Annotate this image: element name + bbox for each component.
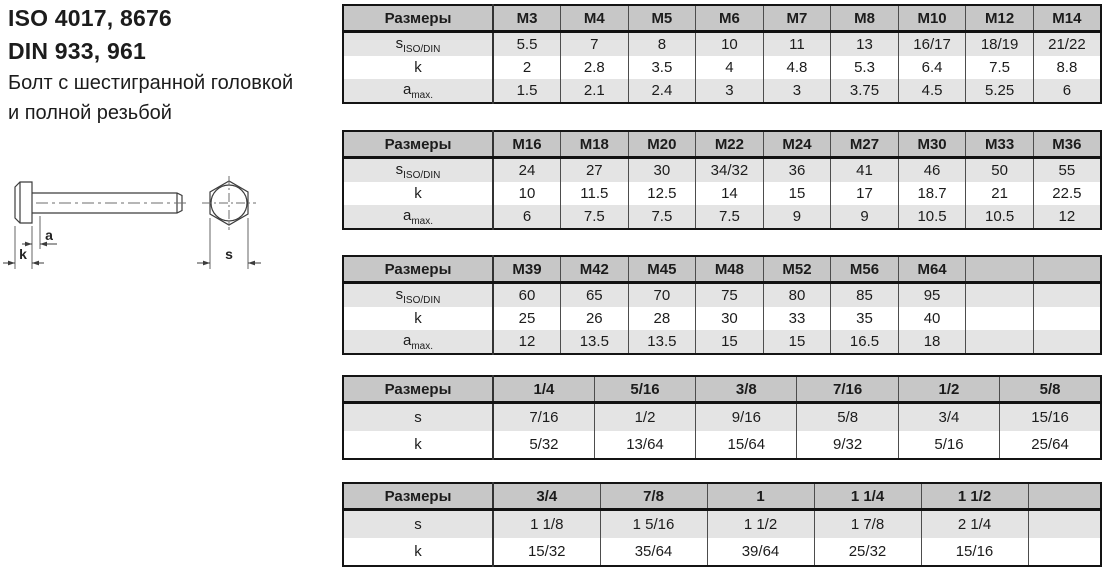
cell-value: 10: [696, 32, 764, 57]
cell-value: 3: [763, 79, 831, 103]
column-header: M27: [831, 131, 899, 158]
cell-value: 8: [628, 32, 696, 57]
column-header: 7/8: [600, 483, 707, 510]
cell-value: 11.5: [561, 182, 629, 205]
cell-value: 40: [898, 307, 966, 330]
cell-value: 12: [1033, 205, 1101, 229]
cell-value: 8.8: [1033, 56, 1101, 79]
row-label: $a_{max.}$: [343, 330, 493, 354]
column-header: [966, 256, 1034, 283]
cell-value: [1028, 538, 1101, 566]
column-header: 5/16: [594, 376, 695, 403]
cell-value: 25: [493, 307, 561, 330]
table-corner-label: Размеры: [343, 256, 493, 283]
column-header: M5: [628, 5, 696, 32]
table-corner-label: Размеры: [343, 483, 493, 510]
column-header: M39: [493, 256, 561, 283]
size-table-5: [342, 482, 1102, 567]
cell-value: 21: [966, 182, 1034, 205]
cell-value: 5/8: [797, 403, 898, 432]
cell-value: 2.1: [561, 79, 629, 103]
table-row: [343, 431, 1101, 459]
cell-value: 26: [561, 307, 629, 330]
column-header: 3/4: [493, 483, 600, 510]
row-label: k: [343, 182, 493, 205]
cell-value: 34/32: [696, 158, 764, 183]
cell-value: 2.8: [561, 56, 629, 79]
standards-block: [8, 2, 338, 128]
cell-value: 15: [763, 330, 831, 354]
cell-value: [966, 307, 1034, 330]
cell-value: 18.7: [898, 182, 966, 205]
cell-value: 5.3: [831, 56, 899, 79]
cell-value: 80: [763, 283, 831, 308]
table-row: [343, 510, 1101, 539]
row-label: k: [343, 538, 493, 566]
cell-value: 9/16: [696, 403, 797, 432]
column-header: M48: [696, 256, 764, 283]
cell-value: 1/2: [594, 403, 695, 432]
cell-value: 27: [561, 158, 629, 183]
column-header: 1: [707, 483, 814, 510]
cell-value: 4.8: [763, 56, 831, 79]
cell-value: 46: [898, 158, 966, 183]
cell-value: 3: [696, 79, 764, 103]
column-header: [1028, 483, 1101, 510]
cell-value: 21/22: [1033, 32, 1101, 57]
column-header: M6: [696, 5, 764, 32]
column-header: [1033, 256, 1101, 283]
cell-value: 28: [628, 307, 696, 330]
cell-value: 1.5: [493, 79, 561, 103]
cell-value: 17: [831, 182, 899, 205]
column-header: M24: [763, 131, 831, 158]
cell-value: [1033, 283, 1101, 308]
cell-value: 4: [696, 56, 764, 79]
description-line-2: и полной резьбой: [8, 102, 172, 124]
column-header: 1 1/2: [921, 483, 1028, 510]
cell-value: 10.5: [898, 205, 966, 229]
table-row: [343, 79, 1101, 103]
column-header: M45: [628, 256, 696, 283]
cell-value: 15: [763, 182, 831, 205]
table-row: [343, 538, 1101, 566]
cell-value: 11: [763, 32, 831, 57]
row-label: $a_{max.}$: [343, 79, 493, 103]
cell-value: [966, 283, 1034, 308]
cell-value: 24: [493, 158, 561, 183]
row-label: k: [343, 307, 493, 330]
cell-value: 30: [628, 158, 696, 183]
table-row: [343, 182, 1101, 205]
column-header: M10: [898, 5, 966, 32]
dimension-label-k: k: [19, 246, 27, 262]
cell-value: 13.5: [561, 330, 629, 354]
table-row: [343, 330, 1101, 354]
iso-standards-title: ISO 4017, 8676: [8, 5, 172, 31]
cell-value: 60: [493, 283, 561, 308]
cell-value: 15/32: [493, 538, 600, 566]
cell-value: 13/64: [594, 431, 695, 459]
column-header: 7/16: [797, 376, 898, 403]
column-header: 1/2: [898, 376, 999, 403]
table-row: [343, 307, 1101, 330]
cell-value: 18: [898, 330, 966, 354]
column-header: M33: [966, 131, 1034, 158]
row-label: $s_{ISO/DIN}$: [343, 32, 493, 57]
cell-value: 39/64: [707, 538, 814, 566]
cell-value: 55: [1033, 158, 1101, 183]
column-header: M18: [561, 131, 629, 158]
cell-value: 2 1/4: [921, 510, 1028, 539]
cell-value: 30: [696, 307, 764, 330]
row-label: $a_{max.}$: [343, 205, 493, 229]
cell-value: 5/32: [493, 431, 594, 459]
cell-value: 7.5: [696, 205, 764, 229]
cell-value: 6: [1033, 79, 1101, 103]
column-header: M64: [898, 256, 966, 283]
cell-value: 3.5: [628, 56, 696, 79]
cell-value: 14: [696, 182, 764, 205]
cell-value: 1 7/8: [814, 510, 921, 539]
table-row: [343, 283, 1101, 308]
cell-value: 3.75: [831, 79, 899, 103]
cell-value: 50: [966, 158, 1034, 183]
column-header: M30: [898, 131, 966, 158]
column-header: M52: [763, 256, 831, 283]
table-corner-label: Размеры: [343, 131, 493, 158]
column-header: M12: [966, 5, 1034, 32]
cell-value: 1 5/16: [600, 510, 707, 539]
cell-value: 7.5: [561, 205, 629, 229]
cell-value: 16/17: [898, 32, 966, 57]
row-label: $s_{ISO/DIN}$: [343, 283, 493, 308]
cell-value: 25/32: [814, 538, 921, 566]
cell-value: 36: [763, 158, 831, 183]
size-table-3: [342, 255, 1102, 355]
cell-value: 85: [831, 283, 899, 308]
cell-value: 3/4: [898, 403, 999, 432]
table-row: [343, 32, 1101, 57]
column-header: 1/4: [493, 376, 594, 403]
cell-value: 95: [898, 283, 966, 308]
row-label: $s_{ISO/DIN}$: [343, 158, 493, 183]
size-table-2: [342, 130, 1102, 230]
column-header: 5/8: [1000, 376, 1101, 403]
table-corner-label: Размеры: [343, 376, 493, 403]
cell-value: 2: [493, 56, 561, 79]
cell-value: 15: [696, 330, 764, 354]
table-row: [343, 205, 1101, 229]
column-header: M8: [831, 5, 899, 32]
table-row: [343, 158, 1101, 183]
column-header: 1 1/4: [814, 483, 921, 510]
size-table-4: [342, 375, 1102, 460]
cell-value: 2.4: [628, 79, 696, 103]
bolt-drawing-svg: [0, 160, 340, 285]
cell-value: 1 1/8: [493, 510, 600, 539]
cell-value: 5.25: [966, 79, 1034, 103]
cell-value: 13.5: [628, 330, 696, 354]
cell-value: 13: [831, 32, 899, 57]
column-header: M14: [1033, 5, 1101, 32]
cell-value: 9: [831, 205, 899, 229]
description-line-1: Болт с шестигранной головкой: [8, 72, 294, 94]
cell-value: 41: [831, 158, 899, 183]
cell-value: 6: [493, 205, 561, 229]
row-label: k: [343, 56, 493, 79]
cell-value: 7: [561, 32, 629, 57]
cell-value: 65: [561, 283, 629, 308]
cell-value: 35: [831, 307, 899, 330]
dimension-label-a: a: [45, 227, 53, 243]
column-header: M20: [628, 131, 696, 158]
cell-value: 5/16: [898, 431, 999, 459]
cell-value: 35/64: [600, 538, 707, 566]
cell-value: 10: [493, 182, 561, 205]
cell-value: 7.5: [628, 205, 696, 229]
cell-value: 15/16: [921, 538, 1028, 566]
column-header: 3/8: [696, 376, 797, 403]
column-header: M7: [763, 5, 831, 32]
cell-value: [1028, 510, 1101, 539]
cell-value: 7.5: [966, 56, 1034, 79]
cell-value: 33: [763, 307, 831, 330]
cell-value: 1 1/2: [707, 510, 814, 539]
cell-value: 4.5: [898, 79, 966, 103]
column-header: M42: [561, 256, 629, 283]
cell-value: 25/64: [1000, 431, 1101, 459]
cell-value: 12.5: [628, 182, 696, 205]
cell-value: 15/16: [1000, 403, 1101, 432]
cell-value: 9: [763, 205, 831, 229]
table-row: [343, 403, 1101, 432]
cell-value: 7/16: [493, 403, 594, 432]
column-header: M16: [493, 131, 561, 158]
column-header: M4: [561, 5, 629, 32]
dimension-label-s: s: [225, 246, 233, 262]
cell-value: 10.5: [966, 205, 1034, 229]
column-header: M56: [831, 256, 899, 283]
column-header: M3: [493, 5, 561, 32]
size-table-1: [342, 4, 1102, 104]
cell-value: 9/32: [797, 431, 898, 459]
cell-value: 70: [628, 283, 696, 308]
table-row: [343, 56, 1101, 79]
din-standards-title: DIN 933, 961: [8, 38, 146, 64]
cell-value: 15/64: [696, 431, 797, 459]
cell-value: 6.4: [898, 56, 966, 79]
cell-value: 75: [696, 283, 764, 308]
bolt-technical-drawing: [0, 160, 340, 285]
cell-value: [966, 330, 1034, 354]
cell-value: [1033, 330, 1101, 354]
cell-value: 22.5: [1033, 182, 1101, 205]
table-corner-label: Размеры: [343, 5, 493, 32]
cell-value: 5.5: [493, 32, 561, 57]
row-label: s: [343, 403, 493, 432]
row-label: k: [343, 431, 493, 459]
cell-value: 12: [493, 330, 561, 354]
dimension-tables: [342, 4, 1100, 567]
column-header: M22: [696, 131, 764, 158]
cell-value: [1033, 307, 1101, 330]
cell-value: 16.5: [831, 330, 899, 354]
column-header: M36: [1033, 131, 1101, 158]
cell-value: 18/19: [966, 32, 1034, 57]
row-label: s: [343, 510, 493, 539]
